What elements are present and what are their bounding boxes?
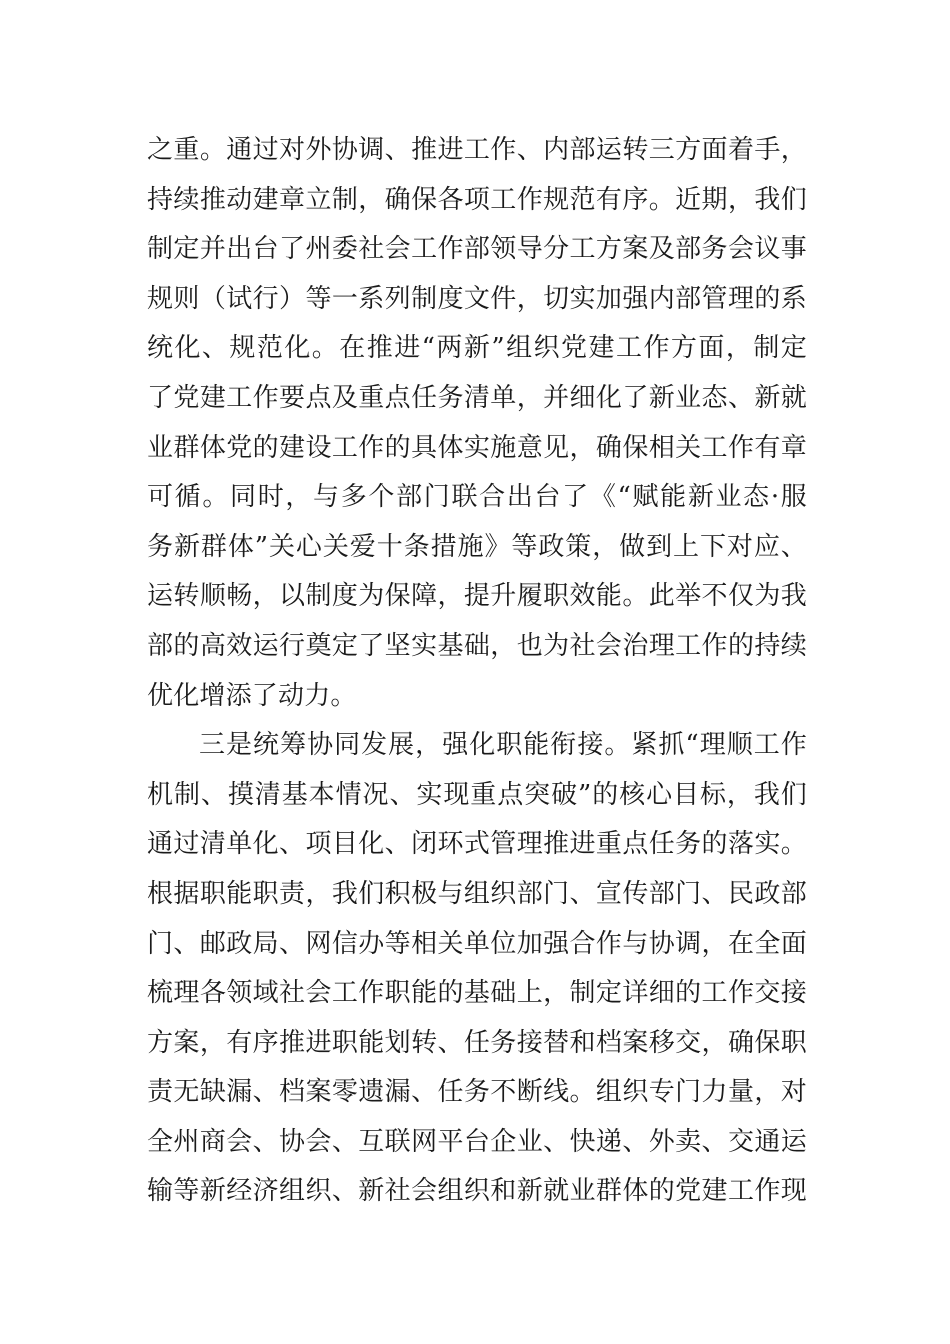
text-line: 全州商会、协会、互联网平台企业、快递、外卖、交通运	[147, 1126, 807, 1157]
text-line: 可循。同时，与多个部门联合出台了《“赋能新业态·服	[147, 482, 807, 513]
text-line: 通过清单化、项目化、闭环式管理推进重点任务的落实。	[147, 829, 807, 860]
text-line: 三是统筹协同发展，强化职能衔接。紧抓“理顺工作	[199, 730, 807, 761]
body-text	[147, 126, 807, 1217]
text-line: 优化增添了动力。	[147, 680, 357, 711]
text-line: 运转顺畅，以制度为保障，提升履职效能。此举不仅为我	[147, 581, 807, 612]
text-line: 门、邮政局、网信办等相关单位加强合作与协调，在全面	[147, 928, 807, 959]
text-line: 务新群体”关心关爱十条措施》等政策，做到上下对应、	[147, 531, 807, 562]
text-line: 机制、摸清基本情况、实现重点突破”的核心目标，我们	[147, 779, 807, 810]
paragraph-1	[147, 126, 807, 721]
text-line: 责无缺漏、档案零遗漏、任务不断线。组织专门力量，对	[147, 1077, 807, 1108]
text-line: 根据职能职责，我们积极与组织部门、宣传部门、民政部	[147, 878, 807, 909]
text-line: 了党建工作要点及重点任务清单，并细化了新业态、新就	[147, 382, 807, 413]
text-line: 业群体党的建设工作的具体实施意见，确保相关工作有章	[147, 432, 807, 463]
text-line: 输等新经济组织、新社会组织和新就业群体的党建工作现	[147, 1176, 807, 1207]
text-line: 部的高效运行奠定了坚实基础，也为社会治理工作的持续	[147, 630, 807, 661]
text-line: 方案，有序推进职能划转、任务接替和档案移交，确保职	[147, 1027, 807, 1058]
text-line: 规则（试行）等一系列制度文件，切实加强内部管理的系	[147, 283, 807, 314]
text-line: 持续推动建章立制，确保各项工作规范有序。近期，我们	[147, 184, 807, 215]
text-line: 制定并出台了州委社会工作部领导分工方案及部务会议事	[147, 234, 807, 265]
text-line: 梳理各领域社会工作职能的基础上，制定详细的工作交接	[147, 978, 807, 1009]
text-line: 统化、规范化。在推进“两新”组织党建工作方面，制定	[147, 333, 807, 364]
paragraph-2	[147, 721, 807, 1217]
text-line: 之重。通过对外协调、推进工作、内部运转三方面着手，	[147, 135, 807, 165]
